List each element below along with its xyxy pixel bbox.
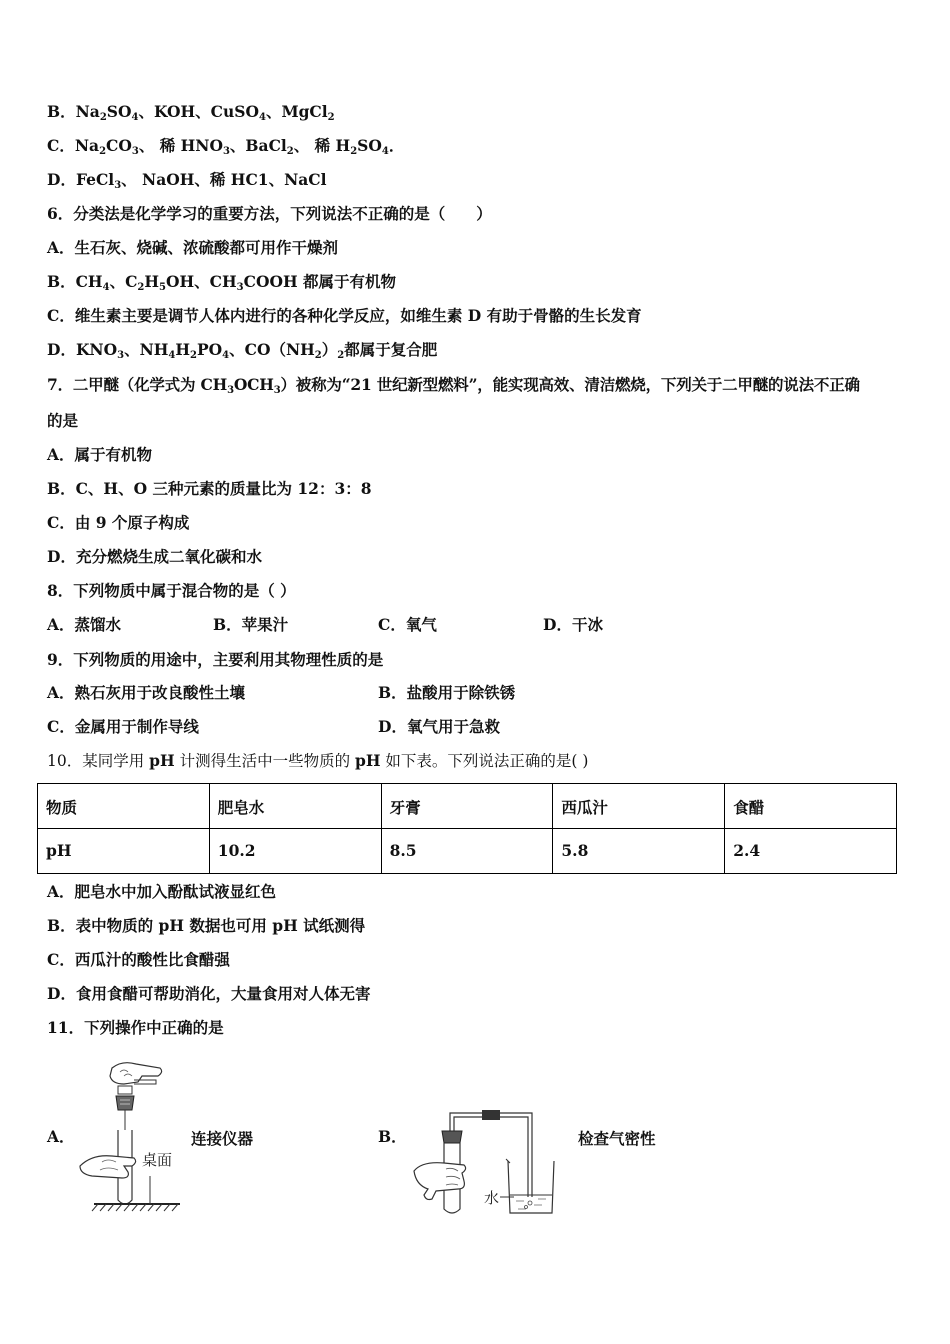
q9-option-a: A．熟石灰用于改良酸性土壤	[47, 683, 246, 702]
q10-stem: 10．某同学用 pH 计测得生活中一些物质的 pH 如下表。下列说法正确的是( )	[47, 751, 589, 770]
airtightness-check-figure	[406, 1105, 556, 1220]
q10-option-a: A．肥皂水中加入酚酞试液显红色	[47, 882, 277, 901]
q6-option-b: B．$CH_4$、$C_2H_5OH$、$CH_3COOH$ 都属于有机物	[47, 272, 396, 293]
q6-option-a: A．生石灰、烧碱、浓硫酸都可用作干燥剂	[47, 238, 339, 257]
q6-option-d: D．$KNO_3$、$NH_4H_2PO_4$、$CO(NH_2)_2$都属于复合肥	[47, 340, 438, 361]
q7-stem-line2: 的是	[47, 411, 79, 430]
q7-option-d: D．充分燃烧生成二氧化碳和水	[47, 547, 262, 566]
q9-option-b: B．盐酸用于除铁锈	[378, 683, 516, 702]
table-surface-label: 桌面	[142, 1151, 173, 1169]
q9-option-c: C．金属用于制作导线	[47, 717, 199, 736]
table-cell: 2.4	[725, 829, 897, 874]
q8-option-d: D．干冰	[543, 615, 603, 634]
table-cell: 西瓜汁	[553, 784, 725, 829]
q10-option-c: C．西瓜汁的酸性比食醋强	[47, 950, 230, 969]
q10-option-d: D．食用食醋可帮助消化，大量食用对人体无害	[47, 984, 371, 1003]
table-cell: 5.8	[553, 829, 725, 874]
q7-stem-line1: 7．二甲醚（化学式为 $CH_3OCH_3$）被称为“21 世纪新型燃料”，能实现高效、清洁燃烧，下列关于二甲醚的说法不正确	[47, 375, 860, 396]
q7-option-c: C．由 9 个原子构成	[47, 513, 190, 532]
q5-option-d: D．FeCl$_3$、 NaOH、稀 HC1、NaCl	[47, 170, 327, 191]
table-cell: pH	[38, 829, 210, 874]
q11-option-a-caption: 连接仪器	[191, 1129, 254, 1148]
connect-apparatus-figure	[72, 1058, 182, 1213]
q8-option-a: A．蒸馏水	[47, 615, 122, 634]
q8-option-c: C．氧气	[378, 615, 437, 634]
table-header-row	[38, 784, 897, 829]
q5-option-c: C．$Na_2CO_3$、 稀 $HNO_3$、BaCl$_2$、 稀 $H_2SO_4$．	[47, 136, 405, 157]
ph-table	[37, 783, 897, 874]
q11-option-b-caption: 检查气密性	[578, 1129, 656, 1148]
table-row	[38, 829, 897, 874]
q6-option-c: C．维生素主要是调节人体内进行的各种化学反应，如维生素 D 有助于骨骼的生长发育	[47, 306, 642, 325]
table-cell: 8.5	[381, 829, 553, 874]
q7-option-a: A．属于有机物	[47, 445, 153, 464]
q11-option-a-label: A．	[47, 1127, 75, 1146]
q9-stem: 9．下列物质的用途中，主要利用其物理性质的是	[47, 650, 384, 669]
table-cell: 肥皂水	[209, 784, 381, 829]
q8-option-b: B．苹果汁	[213, 615, 289, 634]
water-label: 水	[484, 1189, 500, 1207]
q11-stem: 11．下列操作中正确的是	[47, 1018, 224, 1037]
q7-option-b: B．C、H、O 三种元素的质量比为 12：3：8	[47, 479, 372, 498]
table-cell: 牙膏	[381, 784, 553, 829]
q8-stem: 8．下列物质中属于混合物的是（ ）	[47, 581, 296, 600]
q9-option-d: D．氧气用于急救	[378, 717, 500, 736]
table-cell: 10.2	[209, 829, 381, 874]
q5-option-b: B．$Na_2SO_4$、KOH、CuSO$_4$、MgCl$_2$	[47, 102, 335, 123]
table-cell: 食醋	[725, 784, 897, 829]
table-cell: 物质	[38, 784, 210, 829]
q10-option-b: B．表中物质的 pH 数据也可用 pH 试纸测得	[47, 916, 366, 935]
q11-option-b-label: B．	[378, 1127, 407, 1146]
q6-stem: 6．分类法是化学学习的重要方法，下列说法不正确的是（ ）	[47, 204, 492, 223]
